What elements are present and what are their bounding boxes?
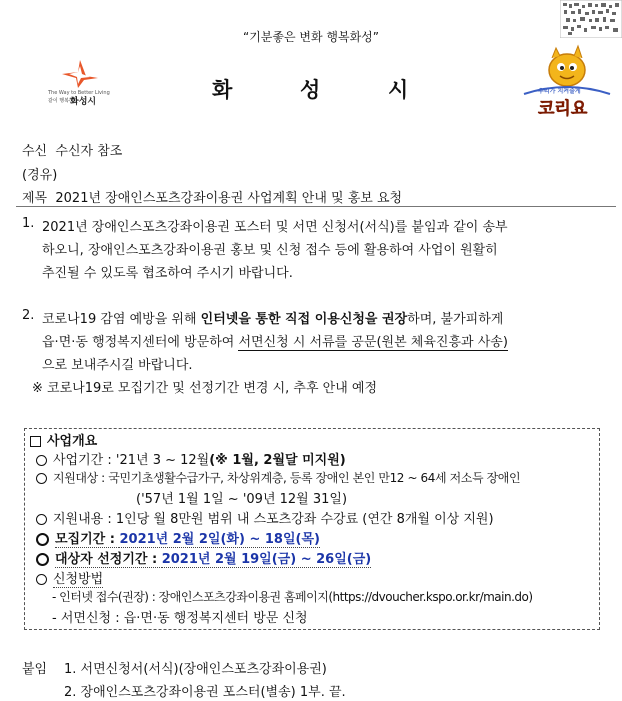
p2-line2 [42, 331, 508, 350]
logo-subtag: 같이 행복하는 [48, 98, 79, 104]
circle-bullet-icon [36, 514, 47, 525]
overview-heading [30, 430, 97, 449]
mascot-koriyo [512, 40, 622, 118]
overview-target [36, 469, 520, 486]
p1-line3: 추진될 수 있도록 협조하여 주시기 바랍니다. [42, 266, 293, 281]
note: ※ 코로나19로 모집기간 및 선정기간 변경 시, 추후 안내 예정 [32, 381, 378, 396]
subject-row [22, 187, 402, 206]
content-value: 1인당 월 8만원 범위 내 스포츠강좌 수강료 (연간 8개월 이상 지원) [115, 512, 494, 527]
method-label: 신청방법 [53, 572, 104, 587]
recruit-label: 모집기간 : [55, 532, 120, 547]
logo-tagline: The Way to Better Living [48, 90, 110, 96]
p2-text-c: 하며, 불가피하게 [407, 312, 504, 327]
overview-heading-text: 사업개요 [47, 434, 98, 449]
selection-label: 대상자 선정기간 : [55, 552, 162, 567]
subject-label: 제목 [22, 191, 48, 206]
slogan: “기분좋은 변화 행복화성” [243, 30, 379, 44]
via-row: (경유) [22, 168, 58, 183]
attach-item-2: 2. 장애인스포츠강좌이용권 포스터(별송) 1부. 끝. [64, 685, 346, 700]
content-label: 지원내용 : [53, 512, 116, 527]
p2-text-a: 코로나19 감염 예방을 위해 [42, 312, 201, 327]
period-value: '21년 3 ~ 12월 [115, 453, 210, 468]
title-char-1: 화 [212, 78, 235, 102]
p1-line1: 2021년 장애인스포츠강좌이용권 포스터 및 서면 신청서(서식)를 붙임과 같이 송부 [42, 220, 508, 235]
checkbox-square-icon [30, 436, 41, 447]
circle-bullet-icon [36, 473, 47, 484]
recipient-label: 수신 [22, 144, 48, 159]
p2-line2-a: 읍·면·동 행정복지센터에 방문하여 [42, 335, 239, 350]
circle-bullet-icon [36, 553, 49, 566]
p1-num: 1. [22, 216, 35, 231]
recipient-row [22, 140, 122, 159]
logo-name: 화성시 [70, 97, 97, 107]
hwaseong-logo-icon [60, 58, 100, 90]
target-label: 지원대상 : [53, 471, 109, 485]
overview-selection [36, 548, 371, 567]
subject-divider [16, 206, 616, 207]
overview-content [36, 508, 494, 527]
method-online: - 인터넷 접수(권장) : 장애인스포츠강좌이용권 홈페이지(https://dvoucher.kspo.or.kr/main.do) [52, 590, 533, 604]
mascot-text: 코리요 [538, 99, 588, 119]
recruit-value: 2021년 2월 2일(화) ~ 18일(목) [119, 532, 320, 547]
circle-bullet-icon [36, 574, 47, 585]
p1-line2: 하오니, 장애인스포츠강좌이용권 홍보 및 신청 접수 등에 활용하여 사업이 원활히 [42, 243, 498, 258]
subject-value: 2021년 장애인스포츠강좌이용권 사업계획 안내 및 홍보 요청 [55, 191, 403, 206]
period-note: (※ 1월, 2월달 미지원) [209, 453, 346, 468]
title-char-3: 시 [388, 78, 411, 102]
overview-recruit [36, 528, 320, 547]
overview-period [36, 449, 346, 468]
circle-bullet-icon [36, 533, 49, 546]
p2-line2-underlined: 서면신청 시 서류를 공문(원본 체육진흥과 사송) [238, 335, 508, 350]
hwaseong-city-logo [48, 58, 108, 106]
mascot-subtext: 우리가 지켜줄게 [538, 88, 581, 95]
overview-method [36, 568, 103, 587]
circle-bullet-icon [36, 455, 47, 466]
recipient-value: 수신자 참조 [55, 144, 123, 159]
p2-text-bold: 인터넷을 통한 직접 이용신청을 권장 [200, 312, 408, 327]
target-value: 국민기초생활수급가구, 차상위계층, 등록 장애인 본인 만12 ~ 64세 저소득 장애인 [108, 471, 521, 485]
p2-line1 [42, 308, 503, 327]
method-paper: - 서면신청 : 읍·면·동 행정복지센터 방문 신청 [52, 611, 308, 626]
p2-line3: 으로 보내주시길 바랍니다. [42, 358, 193, 373]
selection-value: 2021년 2월 19일(금) ~ 26일(금) [161, 552, 372, 567]
attach-item-1: 1. 서면신청서(서식)(장애인스포츠강좌이용권) [64, 662, 327, 677]
target-line2: ('57년 1월 1일 ~ '09년 12월 31일) [136, 492, 348, 507]
period-label: 사업기간 : [53, 453, 116, 468]
attach-label: 붙임 [22, 662, 48, 677]
p2-num: 2. [22, 308, 35, 323]
title-char-2: 성 [300, 78, 323, 102]
